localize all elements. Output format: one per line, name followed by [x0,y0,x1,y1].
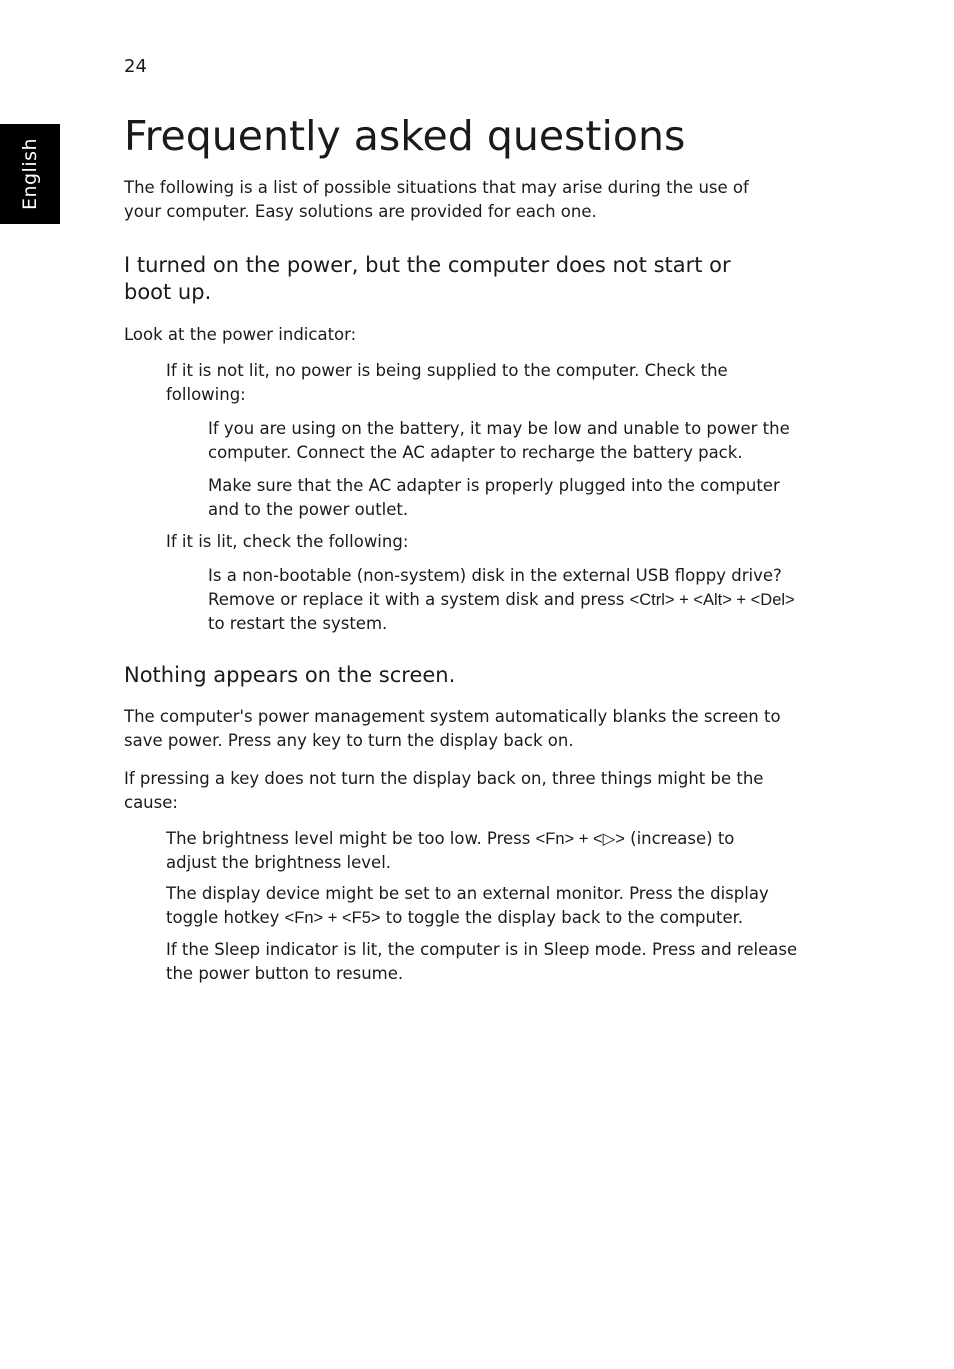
intro-paragraph: The following is a list of possible situations that may arise during the use of your computer. Easy solutions are provided for each one. [124,178,749,221]
power-management-paragraph: The computer's power management system automatically blanks the screen to save power. Press any key to turn the display back on. [124,707,781,750]
power-indicator-lead: Look at the power indicator: [124,325,357,344]
section-heading-screen: Nothing appears on the screen. [124,663,456,687]
brightness-item [166,827,776,875]
page-content [124,110,814,986]
language-side-tab [0,124,60,224]
three-causes-paragraph: If pressing a key does not turn the display back on, three things might be the cause: [124,769,764,812]
adapter-item: Make sure that the AC adapter is properly plugged into the computer and to the power outlet. [208,476,780,519]
display-tail: to toggle the display back to the computer. [385,908,744,927]
page-number: 24 [124,56,147,77]
brightness-tail: (increase) to adjust the brightness level. [166,829,735,872]
lit-item: If it is lit, check the following: [166,532,409,551]
brightness-text: The brightness level might be too low. Press [166,829,531,848]
disk-item [208,564,808,636]
fn-f5-keys: <Fn> + <F5> [284,909,381,927]
brightness-keys: <Fn> + <▷> [535,830,625,848]
ctrl-alt-del-keys: <Ctrl> + <Alt> + <Del> [629,591,795,609]
battery-item: If you are using on the battery, it may be low and unable to power the computer. Connect the AC adapter to recharge the battery pack. [208,419,790,462]
sleep-item: If the Sleep indicator is lit, the computer is in Sleep mode. Press and release the power button to resume. [166,940,798,983]
disk-text: Is a non-bootable (non-system) disk in the external USB floppy drive? Remove or replace it with a system disk and press [208,566,782,609]
display-item [166,882,806,930]
display-text: The display device might be set to an external monitor. Press the display toggle hotkey [166,884,769,927]
disk-tail: to restart the system. [208,614,388,633]
not-lit-item: If it is not lit, no power is being supplied to the computer. Check the following: [166,361,728,404]
section-heading-power: I turned on the power, but the computer does not start or boot up. [124,253,731,304]
language-label: English [19,137,42,211]
page-title: Frequently asked questions [124,112,686,160]
